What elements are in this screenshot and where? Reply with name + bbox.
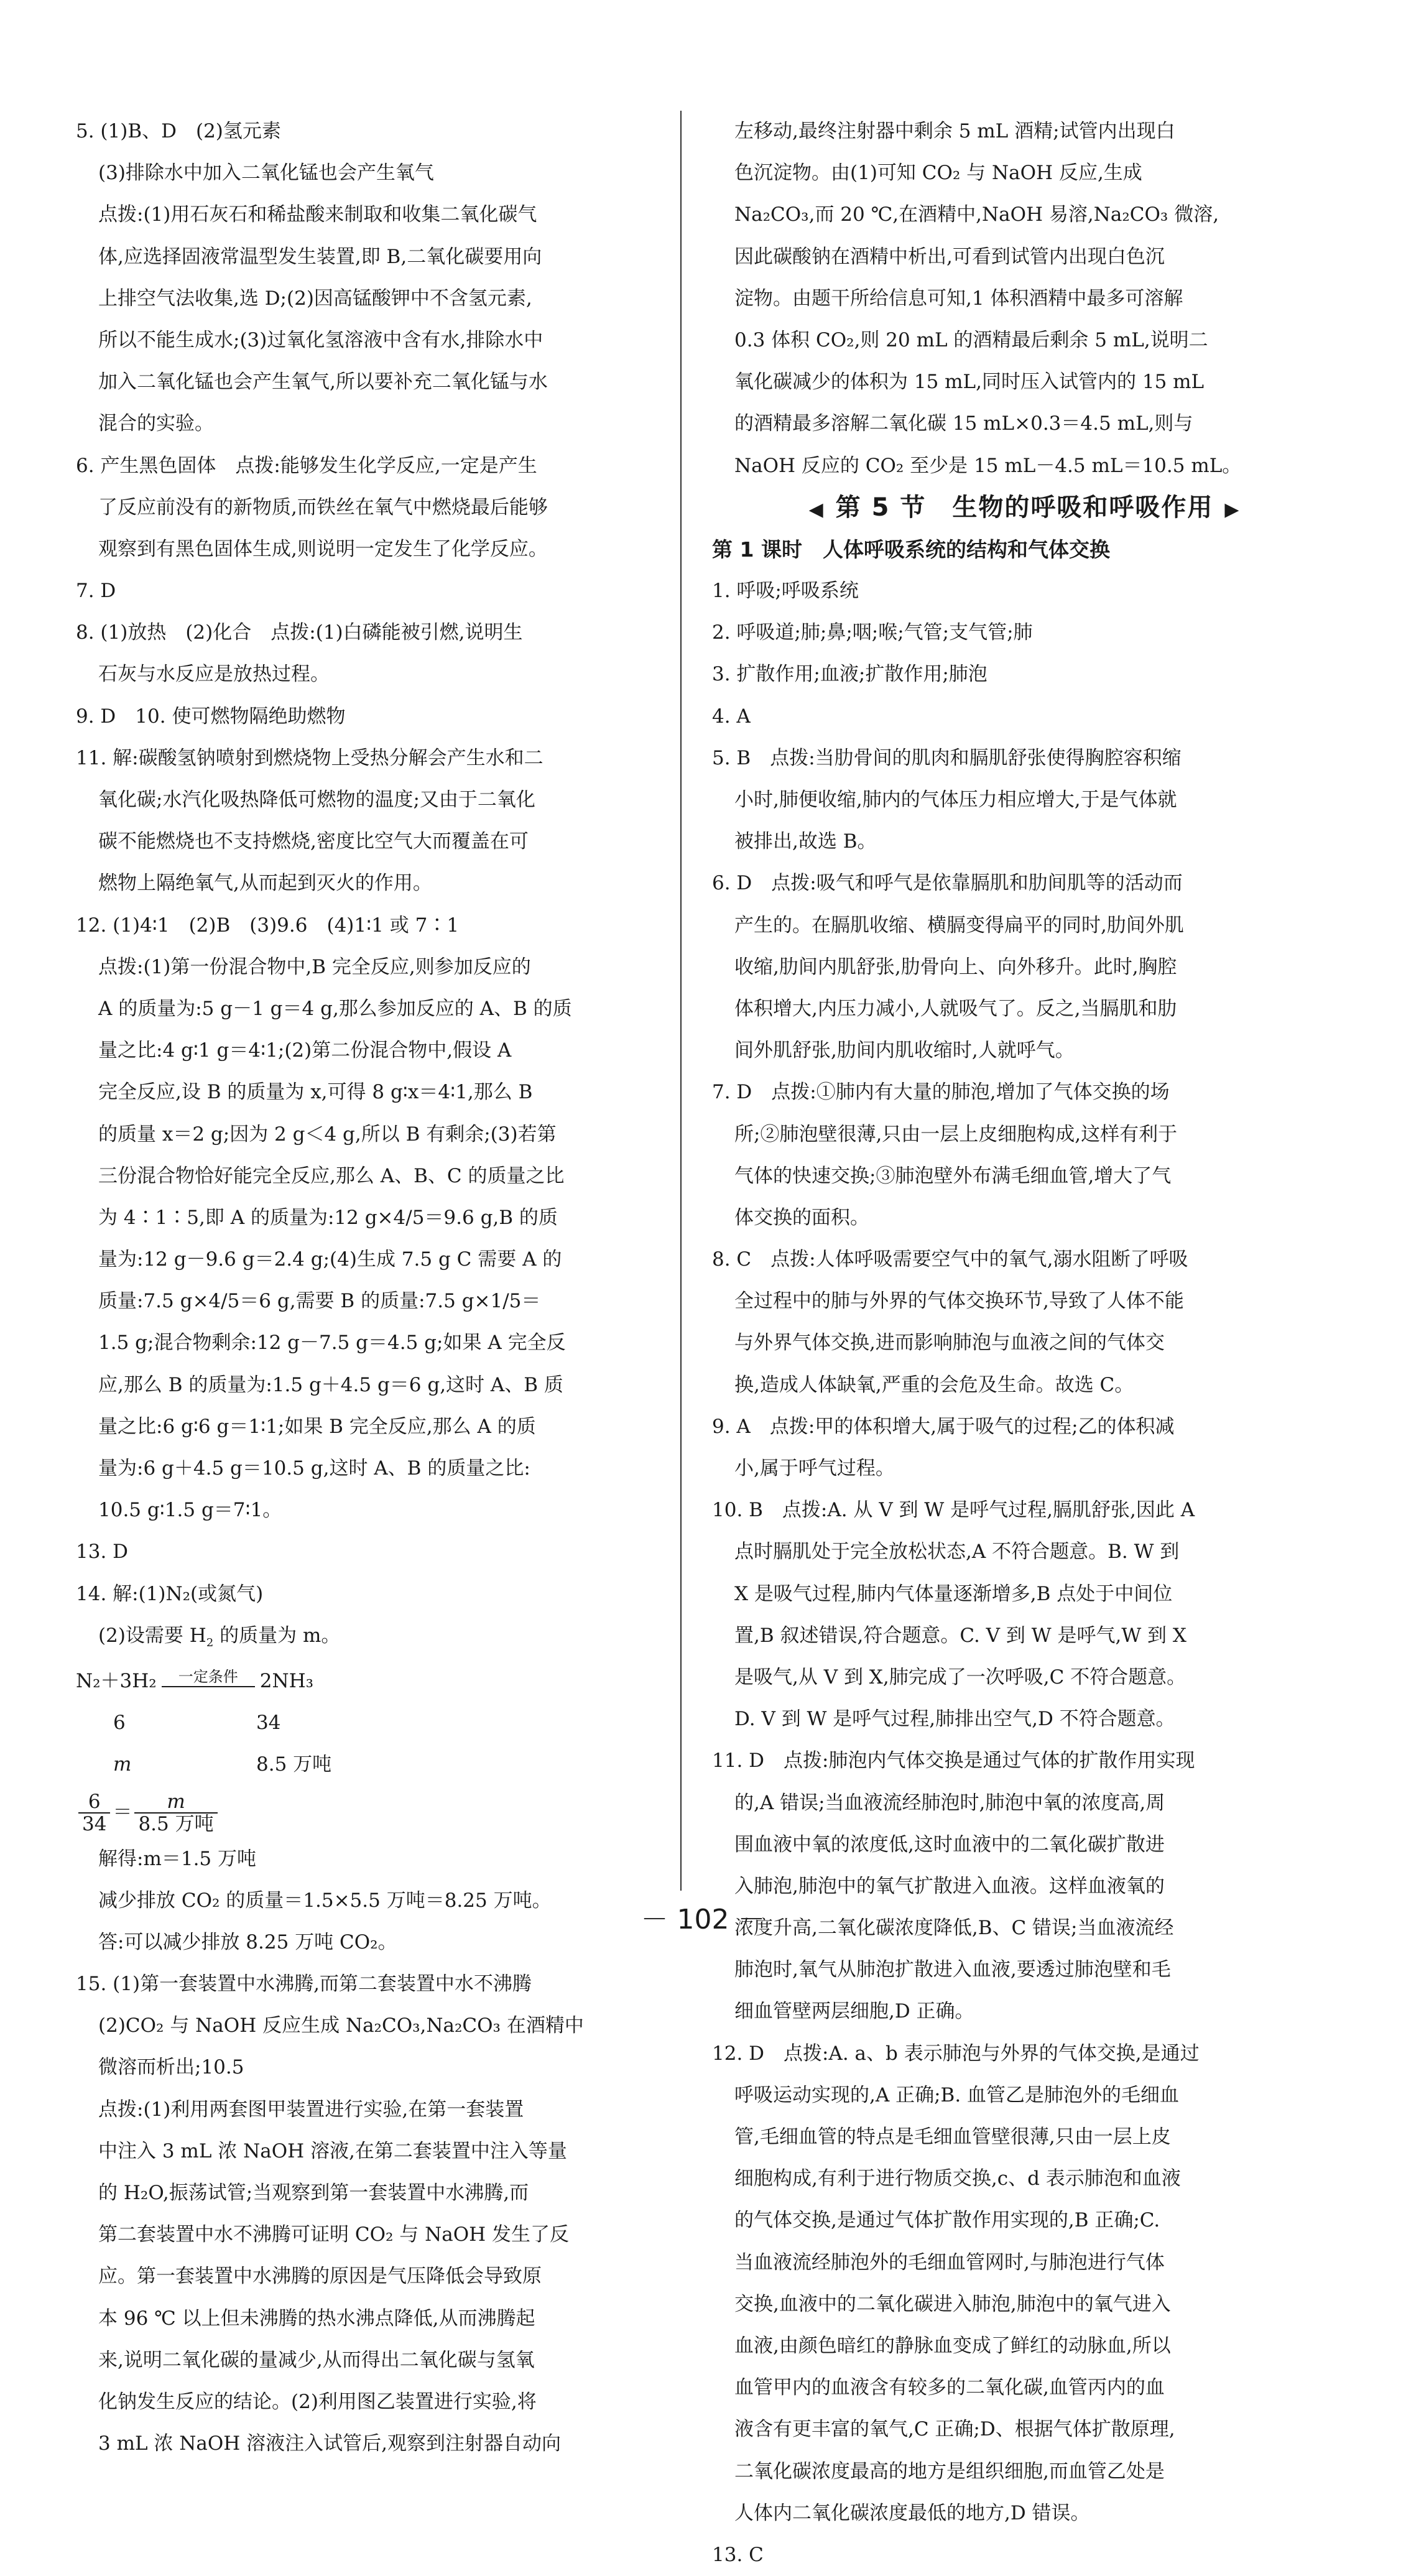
answer-5-tip: 体,应选择固液常温型发生装置,即 B,二氧化碳要用向 bbox=[98, 245, 542, 268]
equation-unknown-m: m bbox=[113, 1753, 132, 1776]
answer-14-setup-pre: (2)设需要 H bbox=[98, 1624, 206, 1647]
answer-15-tip: 来,说明二氧化碳的量减少,从而得出二氧化碳与氢氧 bbox=[98, 2348, 535, 2371]
fraction-left bbox=[78, 1791, 110, 1835]
fraction-right bbox=[134, 1791, 217, 1835]
right-column bbox=[712, 111, 1337, 2576]
section-title bbox=[712, 487, 1337, 529]
equation-known-mass: 8.5 万吨 bbox=[256, 1753, 332, 1776]
answer-15: 15. (1)第一套装置中水沸腾,而第二套装置中水不沸腾 bbox=[76, 1973, 532, 1996]
answer-5-tip: 所以不能生成水;(3)过氧化氢溶液中含有水,排除水中 bbox=[98, 328, 543, 351]
answer-r10-tip: 点时膈肌处于完全放松状态,A 不符合题意。B. W 到 bbox=[734, 1541, 1180, 1564]
answer-14-answer: 答:可以减少排放 8.25 万吨 CO₂。 bbox=[98, 1930, 397, 1953]
answer-r5-tip: 小时,肺便收缩,肺内的气体压力相应增大,于是气体就 bbox=[734, 789, 1177, 811]
equation-products: 2NH₃ bbox=[259, 1669, 314, 1692]
answer-15-continued: 左移动,最终注射器中剩余 5 mL 酒精;试管内出现白 bbox=[734, 120, 1175, 142]
answer-r6-tip: 产生的。在膈肌收缩、横膈变得扁平的同时,肋间外肌 bbox=[734, 914, 1184, 937]
answer-5-tip: 上排空气法收集,选 D;(2)因高锰酸钾中不含氢元素, bbox=[98, 287, 532, 310]
answer-15-continued: 的酒精最多溶解二氧化碳 15 mL×0.3＝4.5 mL,则与 bbox=[734, 412, 1193, 435]
answer-r12-tip: 细胞构成,有利于进行物质交换,c、d 表示肺泡和血液 bbox=[734, 2167, 1181, 2190]
answer-15-part2: 微溶而析出;10.5 bbox=[98, 2056, 244, 2079]
answer-r12-tip: 的气体交换,是通过气体扩散作用实现的,B 正确;C. bbox=[734, 2209, 1160, 2232]
answer-r7: 7. D 点拨:①肺内有大量的肺泡,增加了气体交换的场 bbox=[712, 1081, 1170, 1104]
right-triangle-icon: ▶ bbox=[1224, 498, 1241, 521]
answer-r7-tip: 所;②肺泡壁很薄,只由一层上皮细胞构成,这样有利于 bbox=[734, 1123, 1178, 1146]
answer-5: 5. (1)B、D (2)氢元素 bbox=[76, 120, 281, 142]
answer-15-tip: 3 mL 浓 NaOH 溶液注入试管后,观察到注射器自动向 bbox=[98, 2432, 562, 2455]
answer-6-tip: 观察到有黑色固体生成,则说明一定发生了化学反应。 bbox=[98, 537, 548, 560]
answer-5-part3: (3)排除水中加入二氧化锰也会产生氧气 bbox=[98, 162, 434, 185]
answer-r10: 10. B 点拨:A. 从 V 到 W 是呼气过程,膈肌舒张,因此 A bbox=[712, 1499, 1195, 1522]
answer-r2: 2. 呼吸道;肺;鼻;咽;喉;气管;支气管;肺 bbox=[712, 621, 1033, 644]
answer-r5-tip: 被排出,故选 B。 bbox=[734, 830, 877, 853]
answer-12-tip: 10.5 g∶1.5 g＝7∶1。 bbox=[98, 1499, 282, 1522]
answer-15-tip: 第二套装置中水不沸腾可证明 CO₂ 与 NaOH 发生了反 bbox=[98, 2223, 570, 2246]
answer-r7-tip: 体交换的面积。 bbox=[734, 1206, 869, 1229]
answer-5-tip: 点拨:(1)用石灰石和稀盐酸来制取和收集二氧化碳气 bbox=[98, 203, 537, 226]
section-title-text: 第 5 节 生物的呼吸和呼吸作用 bbox=[835, 493, 1214, 522]
answer-r5: 5. B 点拨:当肋骨间的肌肉和膈肌舒张使得胸腔容积缩 bbox=[712, 746, 1182, 769]
answer-r6-tip: 收缩,肋间内肌舒张,肋骨向上、向外移升。此时,胸腔 bbox=[734, 955, 1177, 978]
answer-r9: 9. A 点拨:甲的体积增大,属于吸气的过程;乙的体积减 bbox=[712, 1415, 1175, 1438]
answer-14-setup: (2)设需要 $H_2$ 的质量为 m。 bbox=[98, 1624, 341, 1649]
answer-15-part2: (2)CO₂ 与 NaOH 反应生成 Na₂CO₃,Na₂CO₃ 在酒精中 bbox=[98, 2014, 584, 2037]
answer-12-tip: 三份混合物恰好能完全反应,那么 A、B、C 的质量之比 bbox=[98, 1164, 565, 1187]
answer-11-text: 燃物上隔绝氧气,从而起到灭火的作用。 bbox=[98, 872, 432, 895]
answer-r12-tip: 人体内二氧化碳浓度最低的地方,D 错误。 bbox=[734, 2501, 1090, 2524]
answer-14-setup-post: 的质量为 m。 bbox=[213, 1624, 341, 1647]
answer-15-continued: 0.3 体积 CO₂,则 20 mL 的酒精最后剩余 5 mL,说明二 bbox=[734, 328, 1208, 351]
answer-12-tip: 点拨:(1)第一份混合物中,B 完全反应,则参加反应的 bbox=[98, 955, 531, 978]
fraction-right-num: m bbox=[134, 1791, 217, 1814]
answer-11-text: 氧化碳;水汽化吸热降低可燃物的温度;又由于二氧化 bbox=[98, 789, 535, 811]
answer-r10-tip: 是吸气,从 V 到 X,肺完成了一次呼吸,C 不符合题意。 bbox=[734, 1666, 1186, 1689]
answer-12-tip: 应,那么 B 的质量为:1.5 g＋4.5 g＝6 g,这时 A、B 质 bbox=[98, 1373, 563, 1396]
answer-r3: 3. 扩散作用;血液;扩散作用;肺泡 bbox=[712, 663, 987, 686]
answer-r6-tip: 体积增大,内压力减小,人就吸气了。反之,当膈肌和肋 bbox=[734, 997, 1177, 1020]
answer-r8-tip: 全过程中的肺与外界的气体交换环节,导致了人体不能 bbox=[734, 1290, 1184, 1313]
answer-15-tip: 点拨:(1)利用两套图甲装置进行实验,在第一套装置 bbox=[98, 2098, 524, 2121]
fraction-right-den: 8.5 万吨 bbox=[138, 1813, 214, 1835]
column-divider bbox=[680, 111, 682, 1891]
left-column bbox=[76, 111, 654, 2465]
answer-r9-tip: 小,属于呼气过程。 bbox=[734, 1457, 895, 1480]
answer-15-tip: 本 96 ℃ 以上但未沸腾的热水沸点降低,从而沸腾起 bbox=[98, 2307, 535, 2330]
answer-7: 7. D bbox=[76, 580, 116, 603]
left-triangle-icon: ◀ bbox=[808, 498, 825, 521]
answer-8: 8. (1)放热 (2)化合 点拨:(1)白磷能被引燃,说明生 bbox=[76, 621, 523, 644]
answer-12-tip: 的质量 x＝2 g;因为 2 g＜4 g,所以 B 有剩余;(3)若第 bbox=[98, 1123, 557, 1146]
answer-15-continued: 因此碳酸钠在酒精中析出,可看到试管内出现白色沉 bbox=[734, 245, 1165, 268]
answer-r12-tip: 管,毛细血管的特点是毛细血管壁很薄,只由一层上皮 bbox=[734, 2126, 1171, 2148]
answer-r11-tip: 肺泡时,氧气从肺泡扩散进入血液,要透过肺泡壁和毛 bbox=[734, 1958, 1171, 1981]
answer-15-continued: NaOH 反应的 CO₂ 至少是 15 mL－4.5 mL＝10.5 mL。 bbox=[734, 454, 1242, 477]
equation-condition-arrow bbox=[157, 1667, 260, 1687]
answer-r12-tip: 当血液流经肺泡外的毛细血管网时,与肺泡进行气体 bbox=[734, 2251, 1165, 2274]
answer-r6: 6. D 点拨:吸气和呼气是依靠膈肌和肋间肌等的活动而 bbox=[712, 872, 1183, 895]
answer-r11-tip: 围血液中氧的浓度低,这时血液中的二氧化碳扩散进 bbox=[734, 1833, 1165, 1856]
answer-14-solve: 解得:m＝1.5 万吨 bbox=[98, 1847, 256, 1870]
answer-8-tip: 石灰与水反应是放热过程。 bbox=[98, 663, 330, 686]
fraction-left-den: 34 bbox=[82, 1813, 107, 1835]
answer-15-tip: 中注入 3 mL 浓 NaOH 溶液,在第二套装置中注入等量 bbox=[98, 2139, 567, 2162]
answer-12-tip: 量之比:4 g∶1 g＝4∶1;(2)第二份混合物中,假设 A bbox=[98, 1039, 512, 1062]
answer-r12-tip: 液含有更丰富的氧气,C 正确;D、根据气体扩散原理, bbox=[734, 2418, 1175, 2441]
answer-r1: 1. 呼吸;呼吸系统 bbox=[712, 580, 859, 603]
answer-r8-tip: 与外界气体交换,进而影响肺泡与血液之间的气体交 bbox=[734, 1332, 1165, 1355]
answer-15-tip: 的 H₂O,振荡试管;当观察到第一套装置中水沸腾,而 bbox=[98, 2182, 529, 2204]
answer-12: 12. (1)4∶1 (2)B (3)9.6 (4)1∶1 或 7∶1 bbox=[76, 914, 460, 937]
answer-15-continued: Na₂CO₃,而 20 ℃,在酒精中,NaOH 易溶,Na₂CO₃ 微溶, bbox=[734, 203, 1219, 226]
answer-r11-tip: 细血管壁两层细胞,D 正确。 bbox=[734, 2000, 974, 2023]
proportion-equals: ＝ bbox=[113, 1800, 132, 1823]
fraction-left-num: 6 bbox=[78, 1791, 110, 1814]
answer-r10-tip: 置,B 叙述错误,符合题意。C. V 到 W 是呼气,W 到 X bbox=[734, 1624, 1186, 1647]
answer-6: 6. 产生黑色固体 点拨:能够发生化学反应,一定是产生 bbox=[76, 454, 537, 477]
answer-r7-tip: 气体的快速交换;③肺泡壁外布满毛细血管,增大了气 bbox=[734, 1164, 1172, 1187]
equation-unknown-row bbox=[76, 1744, 654, 1786]
answer-r6-tip: 间外肌舒张,肋间内肌收缩时,人就呼气。 bbox=[734, 1039, 1075, 1062]
answer-r11-tip: 的,A 错误;当血液流经肺泡时,肺泡中氧的浓度高,周 bbox=[734, 1791, 1165, 1814]
answer-r8-tip: 换,造成人体缺氧,严重的会危及生命。故选 C。 bbox=[734, 1373, 1134, 1396]
answer-6-tip: 了反应前没有的新物质,而铁丝在氧气中燃烧最后能够 bbox=[98, 496, 548, 519]
answer-12-tip: 1.5 g;混合物剩余:12 g－7.5 g＝4.5 g;如果 A 完全反 bbox=[98, 1332, 566, 1355]
answer-9-10: 9. D 10. 使可燃物隔绝助燃物 bbox=[76, 705, 346, 728]
answer-r12-tip: 呼吸运动实现的,A 正确;B. 血管乙是肺泡外的毛细血 bbox=[734, 2083, 1180, 2106]
answer-r8: 8. C 点拨:人体呼吸需要空气中的氧气,溺水阻断了呼吸 bbox=[712, 1248, 1188, 1271]
answer-r10-tip: D. V 到 W 是呼气过程,肺排出空气,D 不符合题意。 bbox=[734, 1708, 1175, 1731]
page-number: － 102 － bbox=[641, 1904, 765, 1935]
answer-12-tip: 量之比:6 g∶6 g＝1∶1;如果 B 完全反应,那么 A 的质 bbox=[98, 1415, 536, 1438]
chemical-equation bbox=[76, 1657, 654, 1702]
equation-mass-h2: 6 bbox=[113, 1712, 126, 1735]
answer-r12: 12. D 点拨:A. a、b 表示肺泡与外界的气体交换,是通过 bbox=[712, 2042, 1200, 2065]
answer-14: 14. 解:(1)N₂(或氮气) bbox=[76, 1582, 264, 1605]
answer-r12-tip: 二氧化碳浓度最高的地方是组织细胞,而血管乙处是 bbox=[734, 2460, 1165, 2483]
answer-r4: 4. A bbox=[712, 705, 751, 728]
answer-r12-tip: 血管甲内的血液含有较多的二氧化碳,血管丙内的血 bbox=[734, 2376, 1165, 2399]
answer-14-reduce: 减少排放 CO₂ 的质量＝1.5×5.5 万吨＝8.25 万吨。 bbox=[98, 1889, 552, 1912]
answer-r10-tip: X 是吸气过程,肺内气体量逐渐增多,B 点处于中间位 bbox=[734, 1582, 1173, 1605]
answer-r12-tip: 血液,由颜色暗红的静脉血变成了鲜红的动脉血,所以 bbox=[734, 2334, 1171, 2357]
equation-condition: 一定条件 bbox=[178, 1667, 238, 1685]
answer-r11-tip: 入肺泡,肺泡中的氧气扩散进入血液。这样血液氧的 bbox=[734, 1874, 1165, 1897]
answer-12-tip: 为 4∶1∶5,即 A 的质量为:12 g×4/5＝9.6 g,B 的质 bbox=[98, 1206, 558, 1229]
answer-r13: 13. C bbox=[712, 2543, 764, 2566]
equation-mass-nh3: 34 bbox=[256, 1712, 281, 1735]
answer-12-tip: 量为:6 g＋4.5 g＝10.5 g,这时 A、B 的质量之比: bbox=[98, 1457, 530, 1480]
equation-mass-row bbox=[76, 1702, 654, 1744]
answer-r11-tip: 浓度升高,二氧化碳浓度降低,B、C 错误;当血液流经 bbox=[734, 1917, 1174, 1940]
answer-11: 11. 解:碳酸氢钠喷射到燃烧物上受热分解会产生水和二 bbox=[76, 746, 543, 769]
answer-15-tip: 应。第一套装置中水沸腾的原因是气压降低会导致原 bbox=[98, 2265, 542, 2288]
answer-15-tip: 化钠发生反应的结论。(2)利用图乙装置进行实验,将 bbox=[98, 2390, 537, 2413]
answer-12-tip: 量为:12 g－9.6 g＝2.4 g;(4)生成 7.5 g C 需要 A 的 bbox=[98, 1248, 562, 1271]
answer-r11: 11. D 点拨:肺泡内气体交换是通过气体的扩散作用实现 bbox=[712, 1749, 1195, 1772]
proportion bbox=[76, 1786, 654, 1838]
answer-5-tip: 加入二氧化锰也会产生氧气,所以要补充二氧化锰与水 bbox=[98, 371, 548, 394]
answer-15-continued: 色沉淀物。由(1)可知 CO₂ 与 NaOH 反应,生成 bbox=[734, 162, 1142, 185]
answer-12-tip: 完全反应,设 B 的质量为 x,可得 8 g∶x＝4∶1,那么 B bbox=[98, 1081, 533, 1104]
answer-5-tip: 混合的实验。 bbox=[98, 412, 214, 435]
answer-15-continued: 氧化碳减少的体积为 15 mL,同时压入试管内的 15 mL bbox=[734, 371, 1205, 394]
answer-13: 13. D bbox=[76, 1541, 129, 1564]
answer-r12-tip: 交换,血液中的二氧化碳进入肺泡,肺泡中的氧气进入 bbox=[734, 2292, 1171, 2315]
equation-reactants: N₂＋3H₂ bbox=[76, 1669, 157, 1692]
answer-12-tip: A 的质量为:5 g－1 g＝4 g,那么参加反应的 A、B 的质 bbox=[98, 997, 572, 1020]
answer-11-text: 碳不能燃烧也不支持燃烧,密度比空气大而覆盖在可 bbox=[98, 830, 529, 853]
lesson-title: 第 1 课时 人体呼吸系统的结构和气体交换 bbox=[712, 537, 1110, 562]
answer-12-tip: 质量:7.5 g×4/5＝6 g,需要 B 的质量:7.5 g×1/5＝ bbox=[98, 1290, 541, 1313]
answer-15-continued: 淀物。由题干所给信息可知,1 体积酒精中最多可溶解 bbox=[734, 287, 1183, 310]
